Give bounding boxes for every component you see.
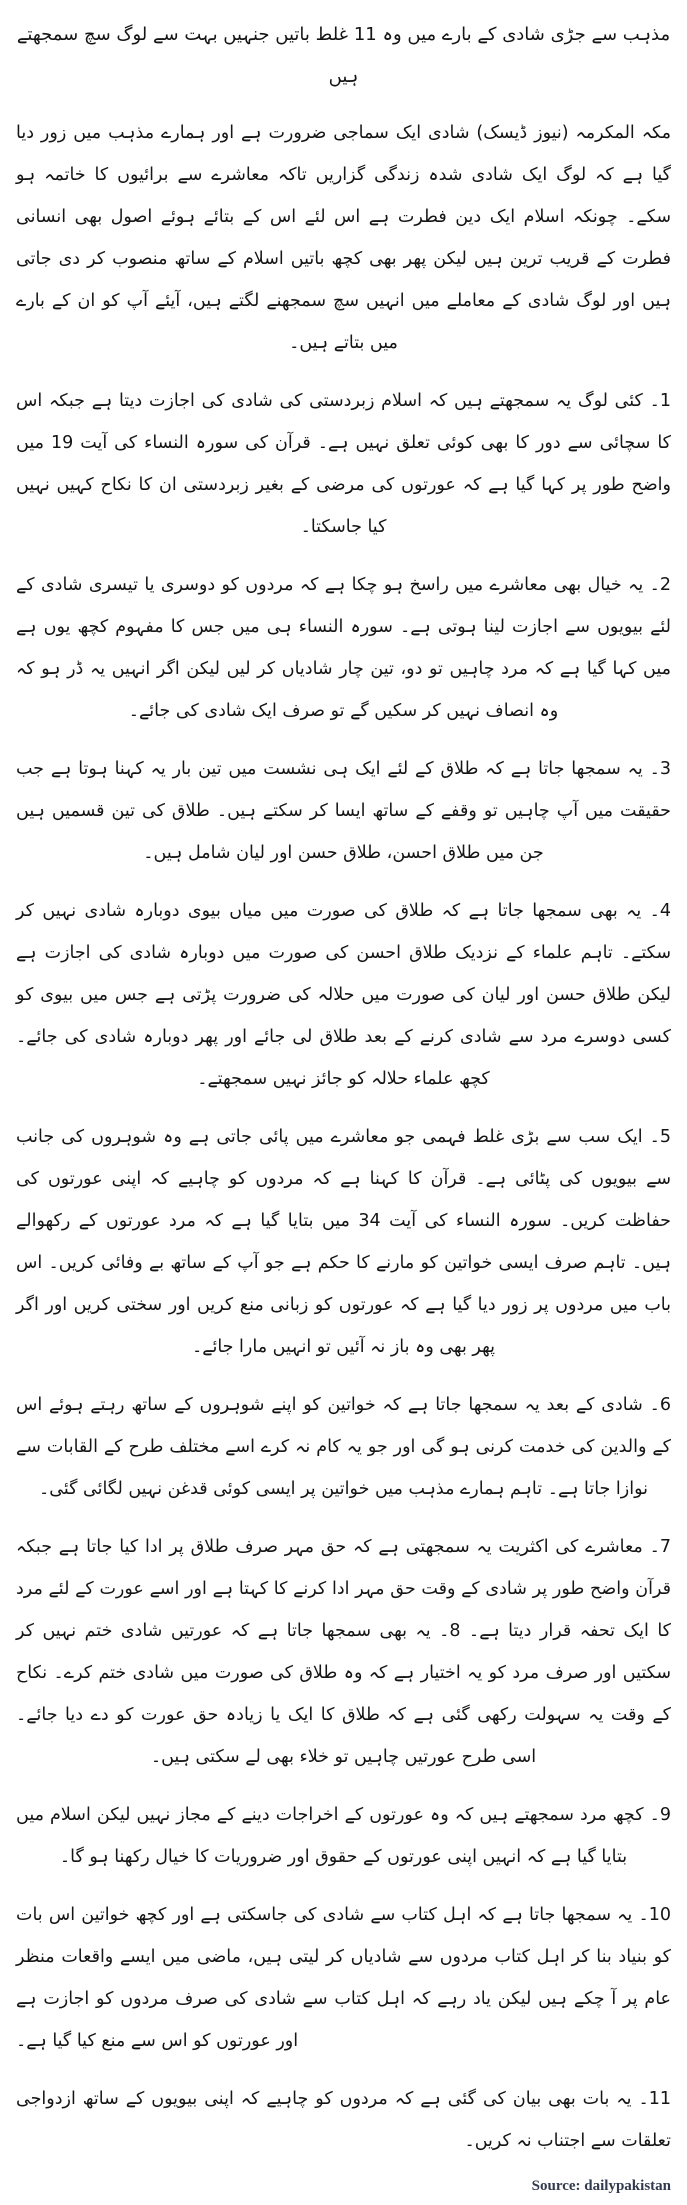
item-5-paragraph: 5۔ ایک سب سے بڑی غلط فہمی جو معاشرے میں پائی جاتی ہے وہ شوہروں کی جانب سے بیویوں کی پٹائی ہے۔ قرآن کا کہنا ہے کہ مردوں کو چاہیے کہ اپنی عورتوں کی حفاظت کریں۔ سورہ النساء کی آیت 34 میں بتایا گیا ہے کہ مرد عورتوں کے رکھوالے ہیں۔ تاہم صرف ایسی خواتین کو مارنے کا حکم ہے جو آپ کے ساتھ بے وفائی کریں۔ اس باب میں مردوں پر زور دیا گیا ہے کہ عورتوں کو زبانی منع کریں اور سختی کریں اور اگر پھر بھی وہ باز نہ آئیں تو انہیں مارا جائے۔: [16, 1127, 671, 1357]
item-10-paragraph: 10۔ یہ سمجھا جاتا ہے کہ اہل کتاب سے شادی کی جاسکتی ہے اور کچھ خواتین اس بات کو بنیاد بنا کر اہل کتاب مردوں سے شادیاں کر لیتی ہیں، ماضی میں ایسے واقعات منظر عام پر آ چکے ہیں لیکن یاد رہے کہ اہل کتاب سے شادی کی صرف مردوں کو اجازت ہے اور عورتوں کو اس سے منع کیا گیا ہے۔: [16, 1905, 671, 2051]
item-6-paragraph: 6۔ شادی کے بعد یہ سمجھا جاتا ہے کہ خواتین کو اپنے شوہروں کے ساتھ رہتے ہوئے اس کے والدین کی خدمت کرنی ہو گی اور جو یہ کام نہ کرے اسے مختلف طرح کے القابات سے نوازا جاتا ہے۔ تاہم ہمارے مذہب میں خواتین پر ایسی کوئی قدغن نہیں لگائی گئی۔: [16, 1395, 671, 1499]
item-11-paragraph: 11۔ یہ بات بھی بیان کی گئی ہے کہ مردوں کو چاہیے کہ اپنی بیویوں کے ساتھ ازدواجی تعلقات سے اجتناب نہ کریں۔: [16, 2089, 671, 2151]
item-2-paragraph: 2۔ یہ خیال بھی معاشرے میں راسخ ہو چکا ہے کہ مردوں کو دوسری یا تیسری شادی کے لئے بیویوں سے اجازت لینا ہوتی ہے۔ سورہ النساء ہی میں جس کا مفہوم کچھ یوں ہے میں کہا گیا ہے کہ مرد چاہیں تو دو، تین چار شادیاں کر لیں لیکن اگر انہیں یہ ڈر ہو کہ وہ انصاف نہیں کر سکیں گے تو صرف ایک شادی کی جائے۔: [16, 575, 671, 721]
item-4-paragraph: 4۔ یہ بھی سمجھا جاتا ہے کہ طلاق کی صورت میں میاں بیوی دوبارہ شادی نہیں کر سکتے۔ تاہم علماء کے نزدیک طلاق احسن کی صورت میں دوبارہ شادی کی اجازت ہے لیکن طلاق حسن اور لیان کی صورت میں حلالہ کی ضرورت پڑتی ہے جس میں بیوی کو کسی دوسرے مرد سے شادی کرنے کے بعد طلاق لی جائے اور پھر دوبارہ شادی کی جائے۔ کچھ علماء حلالہ کو جائز نہیں سمجھتے۔: [16, 901, 671, 1089]
item-7-8-paragraph: 7۔ معاشرے کی اکثریت یہ سمجھتی ہے کہ حق مہر صرف طلاق پر ادا کیا جاتا ہے جبکہ قرآن واضح طور پر شادی کے وقت حق مہر ادا کرنے کا کہتا ہے اور اسے عورت کے لئے مرد کا ایک تحفہ قرار دیتا ہے۔ 8۔ یہ بھی سمجھا جاتا ہے کہ عورتیں شادی ختم نہیں کر سکتیں اور صرف مرد کو یہ اختیار ہے کہ وہ طلاق کی صورت میں شادی ختم کرے۔ نکاح کے وقت یہ سہولت رکھی گئی ہے کہ طلاق کا ایک یا زیادہ حق عورت کو دے دیا جائے۔ اسی طرح عورتیں چاہیں تو خلاء بھی لے سکتی ہیں۔: [16, 1537, 671, 1767]
item-3-paragraph: 3۔ یہ سمجھا جاتا ہے کہ طلاق کے لئے ایک ہی نشست میں تین بار یہ کہنا ہوتا ہے جب حقیقت میں آپ چاہیں تو وقفے کے ساتھ ایسا کر سکتے ہیں۔ طلاق کی تین قسمیں ہیں جن میں طلاق احسن، طلاق حسن اور لیان شامل ہیں۔: [16, 759, 671, 863]
item-1-paragraph: 1۔ کئی لوگ یہ سمجھتے ہیں کہ اسلام زبردستی کی شادی کی اجازت دیتا ہے جبکہ اس کا سچائی سے دور کا بھی کوئی تعلق نہیں ہے۔ قرآن کی سورہ النساء کی آیت 19 میں واضح طور پر کہا گیا ہے کہ عورتوں کی مرضی کے بغیر زبردستی ان کا نکاح کہیں نہیں کیا جاسکتا۔: [16, 391, 671, 537]
article-title: مذہب سے جڑی شادی کے بارے میں وہ 11 غلط باتیں جنہیں بہت سے لوگ سچ سمجھتے ہیں: [16, 24, 671, 87]
item-9-paragraph: 9۔ کچھ مرد سمجھتے ہیں کہ وہ عورتوں کے اخراجات دینے کے مجاز نہیں لیکن اسلام میں بتایا گیا ہے کہ انہیں اپنی عورتوں کے حقوق اور ضروریات کا خیال رکھنا ہو گا۔: [16, 1805, 671, 1867]
intro-paragraph: مکہ المکرمہ (نیوز ڈیسک) شادی ایک سماجی ضرورت ہے اور ہمارے مذہب میں زور دیا گیا ہے کہ لوگ ایک شادی شدہ زندگی گزاریں تاکہ معاشرے سے برائیوں کا خاتمہ ہو سکے۔ چونکہ اسلام ایک دین فطرت ہے اس لئے اس کے بتائے ہوئے اصول بھی انسانی فطرت کے قریب ترین ہیں لیکن پھر بھی کچھ باتیں اسلام کے ساتھ منصوب کر دی جاتی ہیں اور لوگ شادی کے معاملے میں انہیں سچ سمجھنے لگتے ہیں، آیئے آپ کو ان کے بارے میں بتاتے ہیں۔: [16, 123, 671, 353]
source-credit: Source: dailypakistan: [531, 2178, 671, 2194]
